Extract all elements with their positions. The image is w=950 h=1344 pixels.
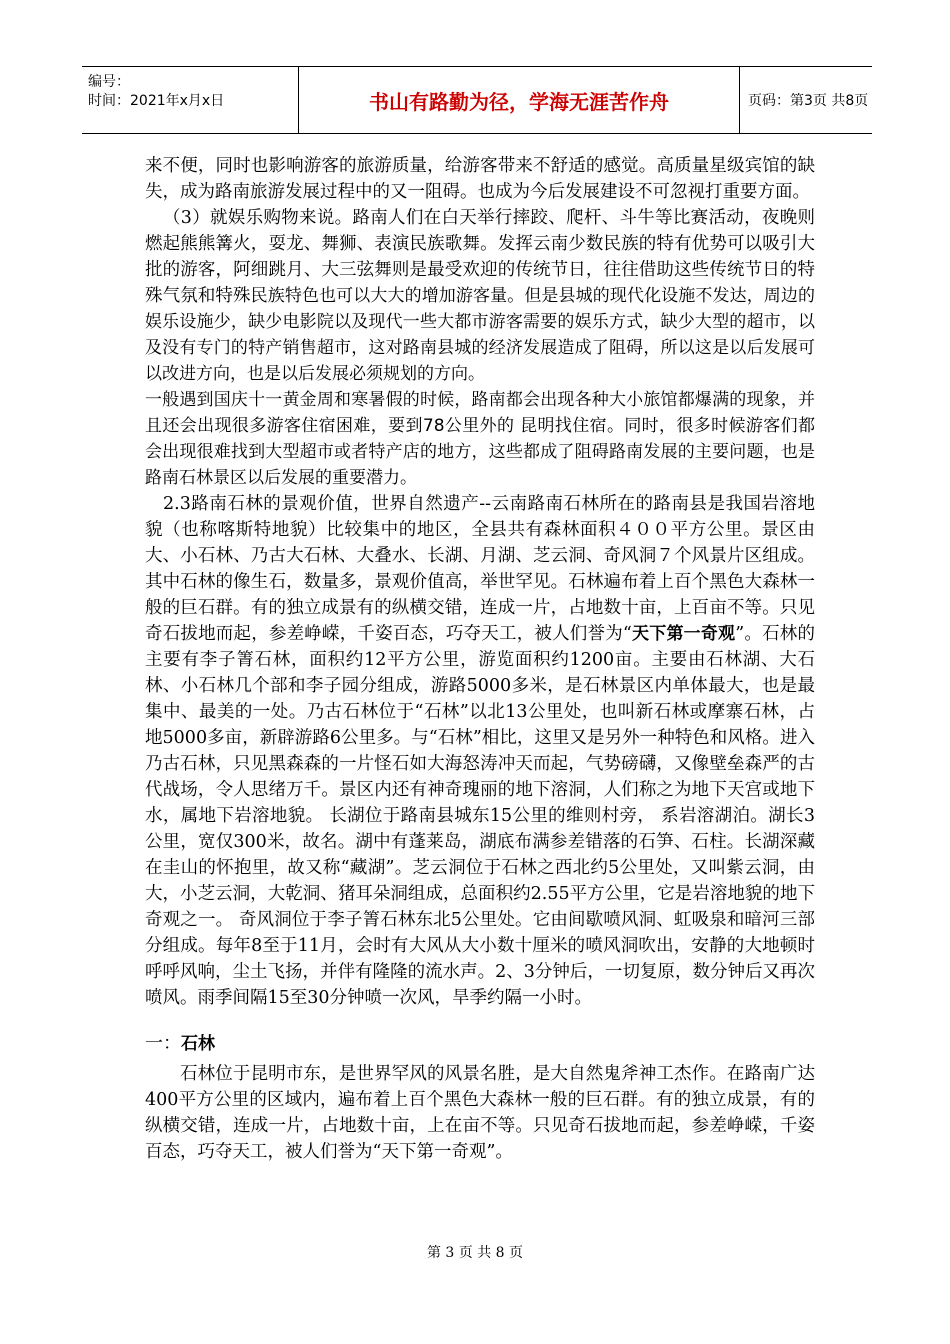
header-time: 时间：2021年x月x日 [88,93,225,109]
landscape-highlight: 天下第一奇观 [631,624,736,644]
paragraph-landscape-value [145,491,815,1011]
document-body [145,153,815,1165]
landscape-text-b: ”。石林的主要有李子箐石林，面积约12平方公里，游览面积约1200亩。主要由石林湖、大石林、小石林几个部和李子园分组成，游路5000多米，是石林景区内单体最大，也是最集中、最美的一处。乃古石林位于“石林”以北13公里处，也叫新石林或摩寨石林，占地5000多亩，新辟游路6公里多。与“石林”相比，这里又是另外一种特色和风格。进入乃古石林，只见黑森森的一片怪石如大海怒涛冲天而起，气势磅礴，又像壁垒森严的古代战场，令人思绪万千。景区内还有神奇瑰丽的地下溶洞，人们称之为地下天宫或地下水，属地下岩溶地貌。 长湖位于路南县城东15公里的维则村旁， 系岩溶湖泊。湖长3公里，宽仅300米，故名。湖中有蓬莱岛，湖底布满参差错落的石笋、石柱。长湖深藏在圭山的怀抱里，故又称“藏湖”。芝云洞位于石林之西北约5公里处，又叫紫云洞，由大，小芝云洞，大乾洞、猪耳朵洞组成，总面积约2.55平方公里，它是岩溶地貌的地下奇观之一。 奇风洞位于李子箐石林东北5公里处。它由间歇喷风洞、虹吸泉和暗河三部分组成。每年8至于11月，会时有大风从大小数十厘米的喷风洞吹出，安静的大地顿时呼呼风响，尘土飞扬，并伴有隆隆的流水声。2、3分钟后，一切复原，数分钟后又再次喷风。雨季间隔15至30分钟喷一次风，旱季约隔一小时。 [145,624,815,1008]
page-header [82,66,872,134]
header-page-number: 页码：第3页 共8页 [748,93,869,109]
header-motto: 书山有路勤为径，学海无涯苦作舟 [299,67,740,133]
paragraph-hotel: 来不便，同时也影响游客的旅游质量，给游客带来不舒适的感觉。高质量星级宾馆的缺失，成为路南旅游发展过程中的又一阻碍。也成为今后发展建设不可忽视打重要方面。 [145,156,815,202]
paragraph-entertainment [145,205,815,387]
paragraph-stone-forest: 石林位于昆明市东，是世界罕风的风景名胜，是大自然鬼斧神工杰作。在路南广达400平方公里的区域内，遍布着上百个黑色大森林一般的巨石群。有的独立成景，有的纵横交错，连成一片，占地数十亩，上在亩不等。只见奇石拔地而起，参差峥嵘，千姿百态，巧夺天工，被人们誉为“天下第一奇观”。 [145,1064,815,1162]
section-heading-prefix: 一： [145,1033,181,1054]
paragraph-holiday: 一般遇到国庆十一黄金周和寒暑假的时候，路南都会出现各种大小旅馆都爆满的现象，并且还会出现很多游客住宿困难，要到78公里外的 昆明找住宿。同时，很多时候游客们都会出现很难找到大型超市或者特产店的地方，这些都成了阻碍路南发展的主要问题，也是路南石林景区以后发展的重要潜力。 [145,390,815,488]
page-footer: 第 3 页 共 8 页 [426,1245,524,1261]
paragraph-entertainment-sans: 民族特色也可以大大的增加游客量。但是县城的现代化设施不发达，周边的娱乐设施少，缺少电影院以及现代一些大都市游客需要的娱乐方式，缺少大型的超市，以及没有专门的特产销售超市，这对路南县城的经济发展造成了阻碍，所以这是以后发展可以改进方向，也是以后发展必须规划的方向。 [145,286,816,384]
header-meta [82,67,299,133]
section-heading-title: 石林 [181,1034,215,1054]
landscape-text-a: 2.3路南石林的景观价值，世界自然遗产--云南路南石林所在的路南县是我国岩溶地貌（也称喀斯特地貌）比较集中的地区，全县共有森林面积４００平方公里。景区由大、小石林、乃古大石林、大叠水、长湖、月湖、芝云洞、奇风洞７个风景片区组成。其中石林的像生石，数量多，景观价值高，举世罕见。石林遍布着上百个黑色大森林一般的巨石群。有的独立成景有的纵横交错，连成一片，占地数十亩，上百亩不等。只见奇石拔地而起，参差峥嵘，千姿百态，巧夺天工，被人们誉为“ [145,494,815,644]
section-heading [145,1031,815,1057]
header-number: 编号： [88,74,130,90]
paragraph-entertainment-serif: （3）就娱乐购物来说。路南人们在白天举行摔跤、爬杆、斗牛等比赛活动，夜晚则燃起熊熊篝火，耍龙、舞狮、表演民族歌舞。发挥云南少数民族的特有优势可以吸引大批的游客，阿细跳月、大三弦舞则是最受欢迎的传统节日，往往借助这些传统节日的特殊气氛和特殊 [145,208,815,306]
